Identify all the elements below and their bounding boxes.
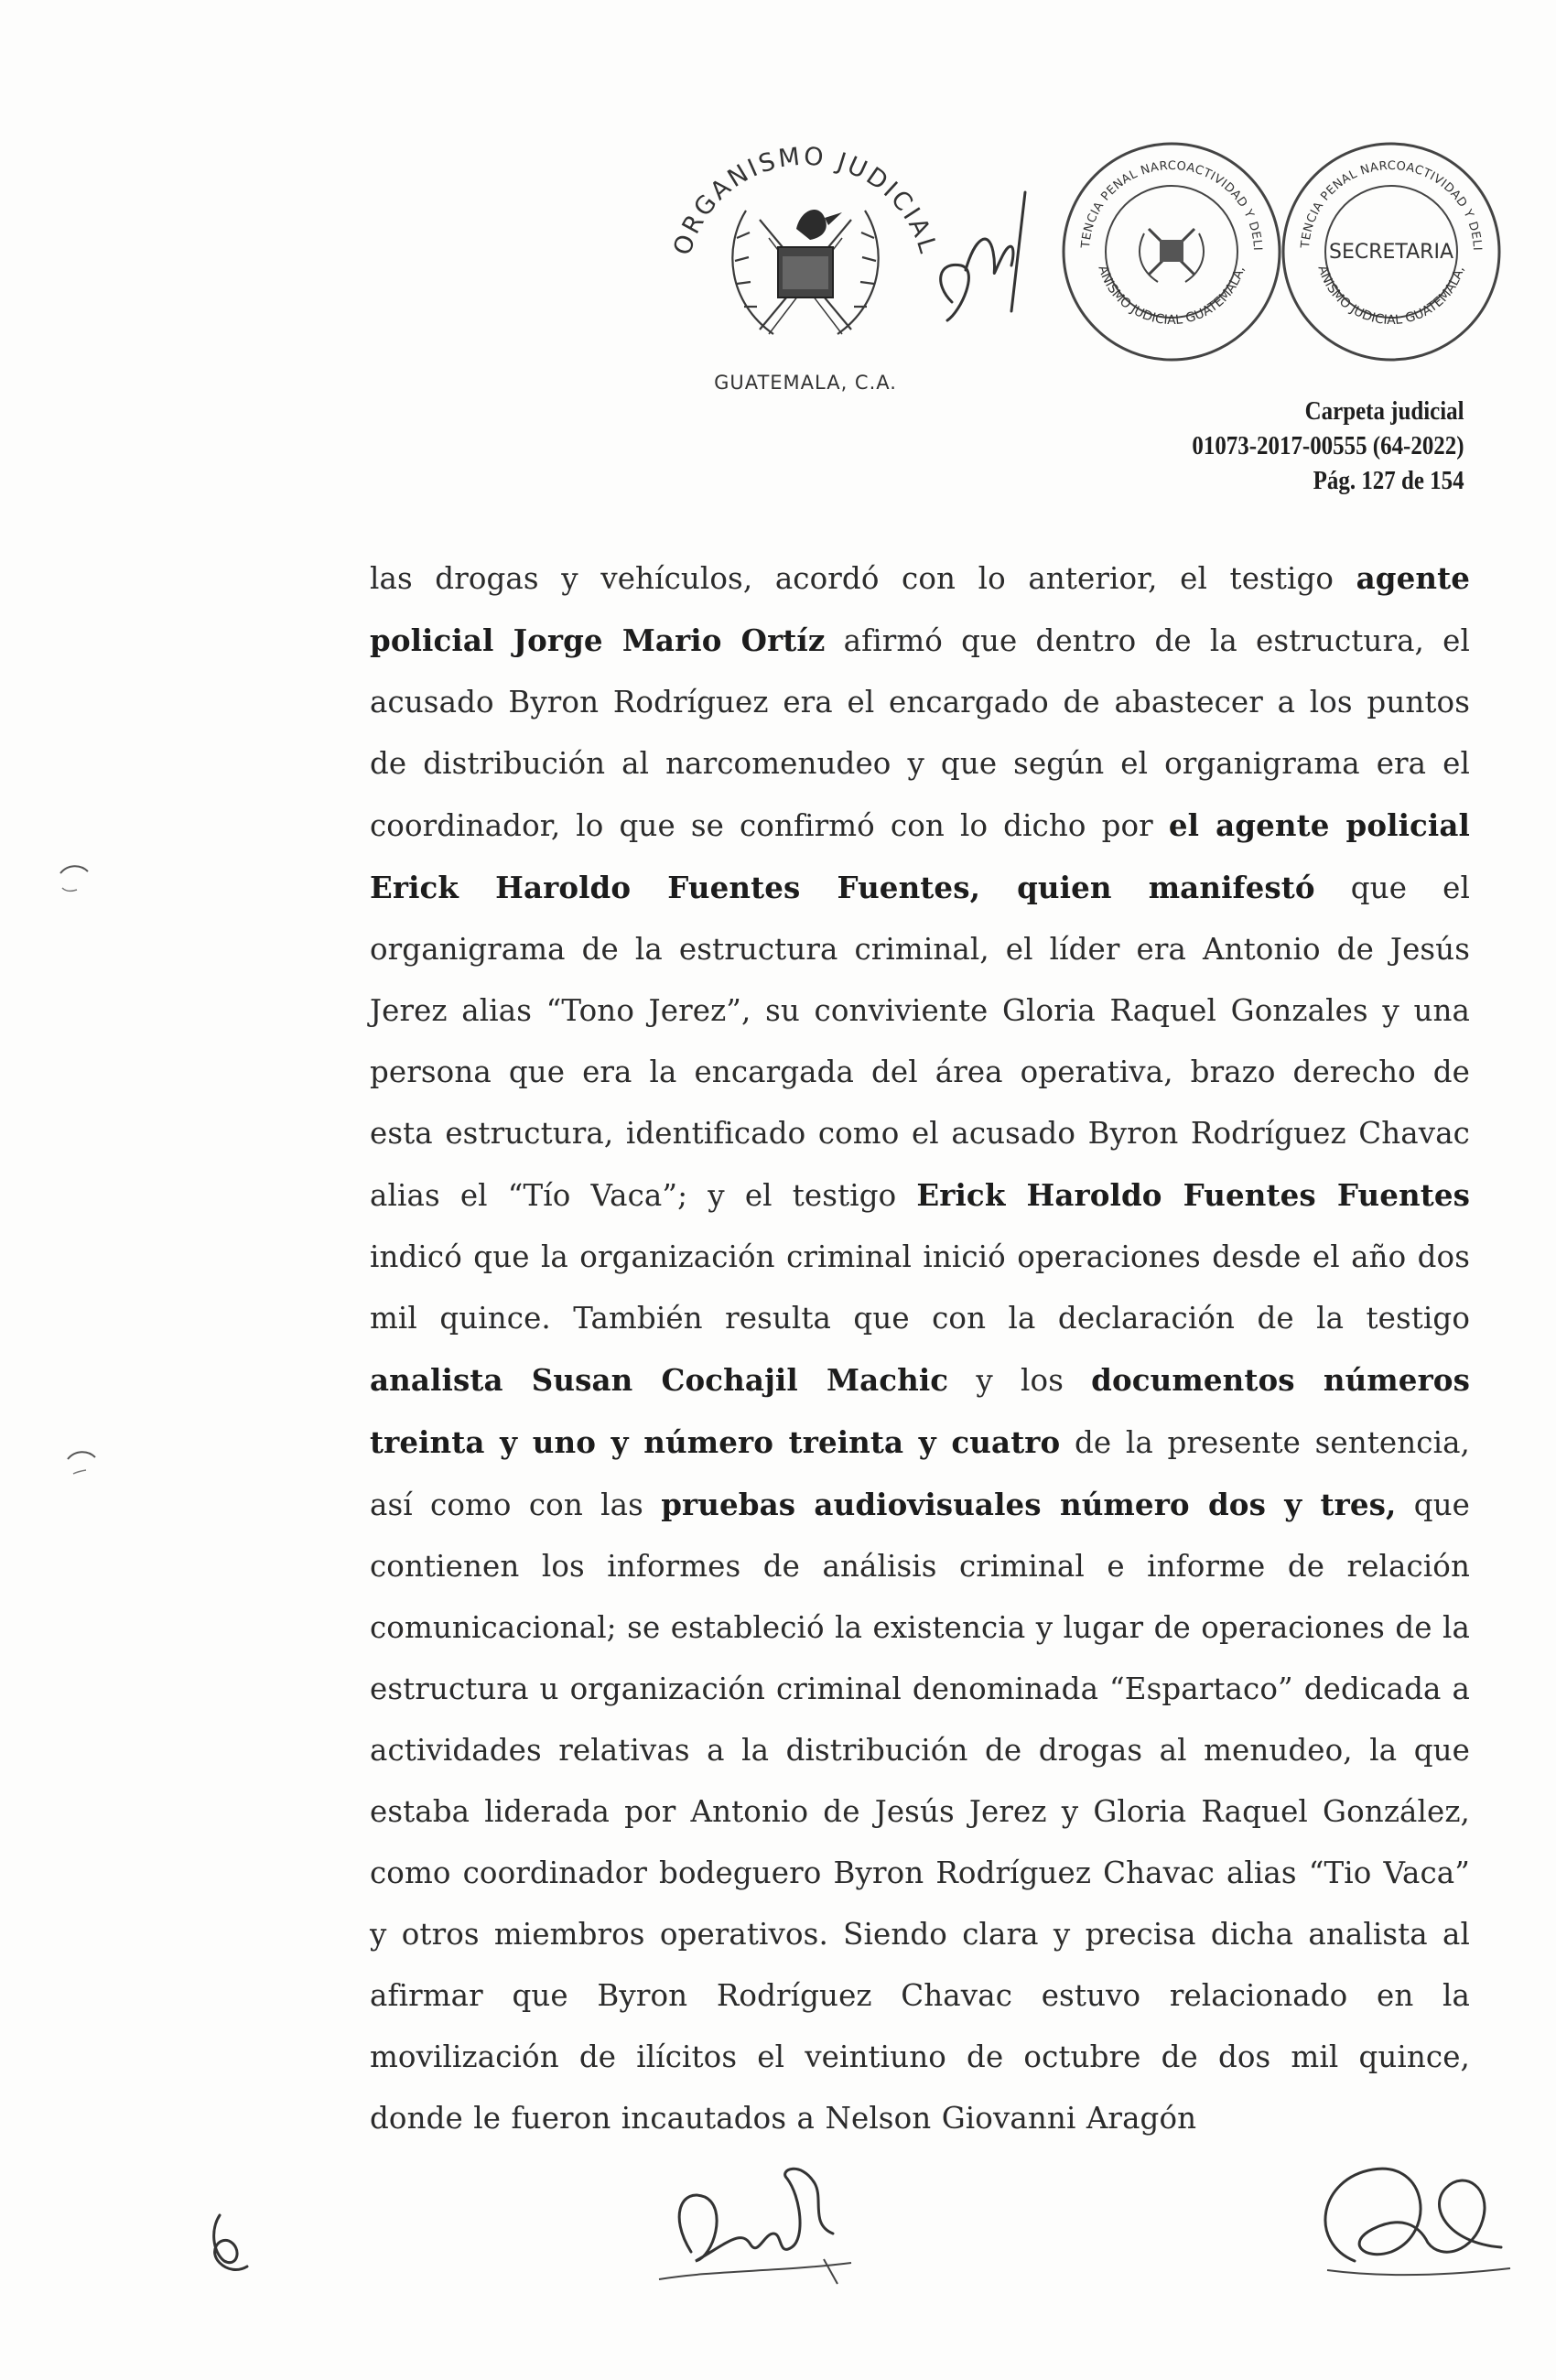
body-bold-segment: Erick Haroldo Fuentes Fuentes — [916, 1177, 1470, 1213]
folio-page-number: Pág. 127 de 154 — [1313, 466, 1464, 495]
body-text-segment: afirmó que dentro de la estructura, el acusado Byron Rodríguez era el encargado de abastecer a los puntos de distribución al narcomenudeo y que según el organigrama era el coordinador, lo que se confirmó con lo dicho por — [370, 623, 1470, 843]
margin-mark-icon — [57, 860, 93, 897]
organismo-judicial-emblem — [645, 101, 966, 394]
emblem-arc-text: ORGANISMO JUDICIAL — [668, 142, 943, 259]
handwritten-signature-icon — [192, 2197, 256, 2279]
body-text-segment: que el organigrama de la estructura criminal, el líder era Antonio de Jesús Jerez alias “Tono Jerez”, su conviviente Gloria Raquel Gonzales y una persona que era la encargada del área operativa, brazo derecho de esta estructura, identificado como el acusado Byron Rodríguez Chavac alias el “Tío Vaca”; y el testigo — [370, 871, 1470, 1213]
body-bold-segment: pruebas audiovisuales número dos y tres, — [661, 1487, 1397, 1522]
svg-text:TRIBUNAL NOVENO DE SENTENCIA P — [1277, 137, 1484, 251]
margin-mark-icon — [64, 1446, 101, 1483]
handwritten-initials — [924, 174, 1043, 330]
secretaria-stamp — [1277, 137, 1506, 366]
body-text-segment: de la presente sentencia, así como con las — [370, 1425, 1470, 1522]
stamp-ring-bottom: ANISMO JUDICIAL GUATEMALA, — [1314, 264, 1468, 329]
folio-block — [1193, 394, 1464, 498]
body-text-segment: que contienen los informes de análisis criminal e informe de relación comunicacional; se estableció la existencia y lugar de operaciones de la estructura u organización criminal denominada “Espartaco” dedicada a actividades relativas a la distribución de drogas al menudeo, la que estaba liderada por Antonio de Jesús Jerez y Gloria Raquel González, como coordinador bodeguero Byron Rodríguez Chavac alias “Tio Vaca” y otros miembros operativos. Siendo clara y precisa dicha analista al afirmar que Byron Rodríguez Chavac estuvo relacionado en la movilización de ilícitos el veintiuno de octubre de dos mil quince, donde le fueron incautados a Nelson Giovanni Aragón — [370, 1488, 1470, 2136]
handwritten-signature-icon — [924, 174, 1043, 330]
folio-case-number: 01073-2017-00555 (64-2022) — [1192, 431, 1464, 460]
body-text-segment: y los — [948, 1363, 1092, 1398]
stamp-ring-top: TENCIA PENAL NARCOACTIVIDAD Y DELI — [1299, 158, 1485, 252]
handwritten-signature-icon — [1291, 2133, 1519, 2288]
stamp-ring-top: TENCIA PENAL NARCOACTIVIDAD Y DELI — [1079, 158, 1265, 252]
body-text-segment: indicó que la organización criminal inició operaciones desde el año dos mil quince. También resulta que con la declaración de la testigo — [370, 1239, 1470, 1336]
svg-text:TRIBUNAL NOVENO DE SENTENCIA P — [1057, 137, 1264, 251]
body-bold-segment: analista Susan Cochajil Machic — [370, 1362, 949, 1398]
coat-of-arms-icon — [645, 101, 966, 394]
body-paragraph — [370, 547, 1470, 2149]
stamp-center-text: SECRETARIA — [1328, 241, 1454, 264]
handwritten-signature-icon — [641, 2142, 879, 2298]
body-bold-segment: documentos números treinta y uno y número treinta y cuatro — [370, 1362, 1470, 1460]
court-stamp — [1057, 137, 1286, 366]
body-text-segment: las drogas y vehículos, acordó con lo anterior, el testigo — [370, 561, 1356, 596]
folio-title: Carpeta judicial — [1305, 396, 1464, 426]
svg-text:ORGANISMO JUDICIAL — [668, 143, 943, 259]
body-bold-segment: agente policial Jorge Mario Ortíz — [370, 560, 1470, 658]
emblem-caption: GUATEMALA, C.A. — [714, 372, 897, 394]
body-bold-segment: el agente policial Erick Haroldo Fuentes Fuentes, quien manifestó — [370, 807, 1470, 905]
stamp-ring-bottom: ANISMO JUDICIAL GUATEMALA, — [1095, 264, 1248, 329]
